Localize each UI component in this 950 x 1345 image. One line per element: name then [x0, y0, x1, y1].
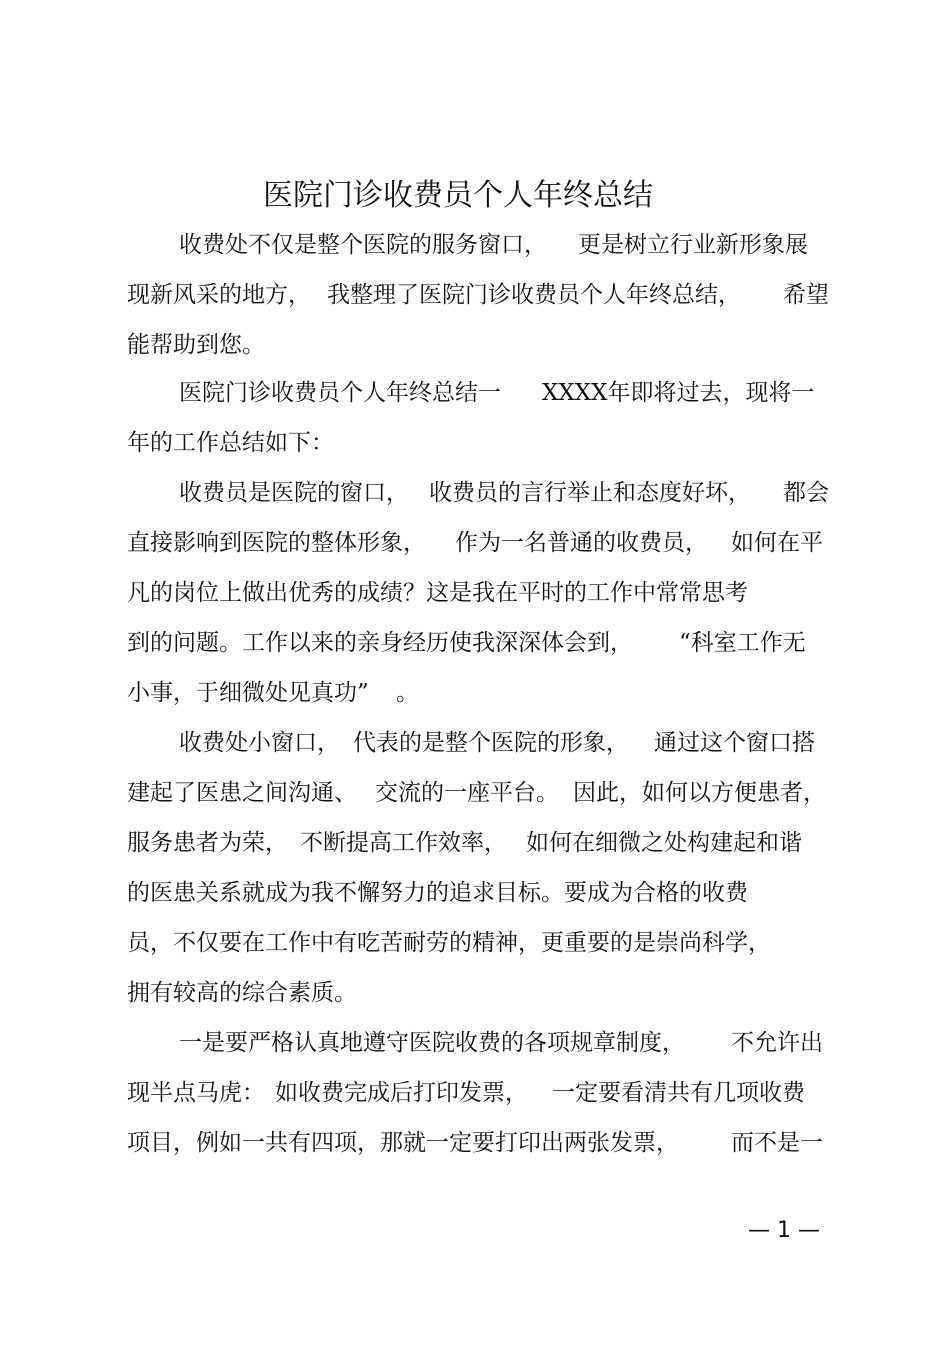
text-line	[0, 230, 950, 260]
text-segment: 都会	[783, 480, 829, 506]
text-segment: XXXX年即将过去，现将一	[542, 380, 815, 406]
text-segment: 收费员是医院的窗口，	[179, 480, 409, 506]
text-segment: 代表的是整个医院的形象，	[353, 730, 629, 756]
text-segment: 作为一名普通的收费员，	[455, 530, 708, 556]
text-line	[0, 778, 950, 808]
text-line	[0, 1028, 950, 1058]
text-segment: 希望	[783, 282, 829, 308]
text-segment: 一定要看清共有几项收费	[552, 1080, 805, 1106]
text-segment: 到的问题。工作以来的亲身经历使我深深体会到，	[127, 630, 633, 656]
text-line	[0, 280, 950, 310]
text-segment: 凡的岗位上做出优秀的成绩？这是我在平时的工作中常常思考	[127, 580, 748, 606]
text-segment: 能帮助到您。	[127, 332, 265, 358]
text-segment: 。	[396, 680, 419, 706]
text-line	[0, 828, 950, 858]
text-segment: 交流的一座平台。	[375, 780, 559, 806]
text-line	[0, 528, 950, 558]
text-line	[0, 1078, 950, 1108]
text-line	[0, 378, 950, 408]
text-line	[0, 728, 950, 758]
text-segment: 的医患关系就成为我不懈努力的追求目标。要成为合格的收费	[127, 880, 748, 906]
text-line	[0, 578, 950, 608]
page-number: — 1 —	[748, 1218, 820, 1243]
text-line	[0, 478, 950, 508]
text-segment: 而不是一	[731, 1130, 823, 1156]
text-segment: “科室工作无	[679, 630, 806, 656]
text-segment: 一是要严格认真地遵守医院收费的各项规章制度，	[179, 1030, 685, 1056]
text-line	[0, 678, 950, 708]
text-segment: 如收费完成后打印发票，	[275, 1080, 528, 1106]
text-segment: 收费处小窗口，	[179, 730, 340, 756]
text-segment: 小事，于细微处见真功”	[127, 680, 369, 706]
text-segment: 建起了医患之间沟通、	[127, 780, 357, 806]
text-segment: 年的工作总结如下：	[127, 430, 334, 456]
text-segment: 服务患者为荣，	[127, 830, 288, 856]
text-line	[0, 928, 950, 958]
text-segment: 员，不仅要在工作中有吃苦耐劳的精神，更重要的是崇尚科学，	[127, 930, 771, 956]
text-segment: 医院门诊收费员个人年终总结一	[179, 380, 501, 406]
text-segment: 我整理了医院门诊收费员个人年终总结，	[327, 282, 741, 308]
text-segment: 通过这个窗口搭	[654, 730, 815, 756]
text-segment: 收费处不仅是整个医院的服务窗口，	[179, 232, 547, 258]
text-segment: 直接影响到医院的整体形象，	[127, 530, 426, 556]
text-segment: 因此，如何以方便患者，	[573, 780, 826, 806]
text-segment: 现半点马虎：	[127, 1080, 265, 1106]
text-segment: 拥有较高的综合素质。	[127, 980, 357, 1006]
text-line	[0, 428, 950, 458]
text-line	[0, 978, 950, 1008]
text-line	[0, 878, 950, 908]
text-segment: 项目，例如一共有四项，那就一定要打印出两张发票，	[127, 1130, 679, 1156]
text-segment: 如何在平	[731, 530, 823, 556]
text-segment: 更是树立行业新形象展	[578, 232, 808, 258]
text-segment: 收费员的言行举止和态度好坏，	[429, 480, 751, 506]
text-segment: 不断提高工作效率，	[300, 830, 507, 856]
text-segment: 现新风采的地方，	[127, 282, 311, 308]
text-line	[0, 628, 950, 658]
text-line	[0, 330, 950, 360]
text-segment: 不允许出	[731, 1030, 823, 1056]
text-line	[0, 1128, 950, 1158]
text-segment: 如何在细微之处构建起和谐	[526, 830, 802, 856]
document-title: 医院门诊收费员个人年终总结	[263, 178, 653, 213]
